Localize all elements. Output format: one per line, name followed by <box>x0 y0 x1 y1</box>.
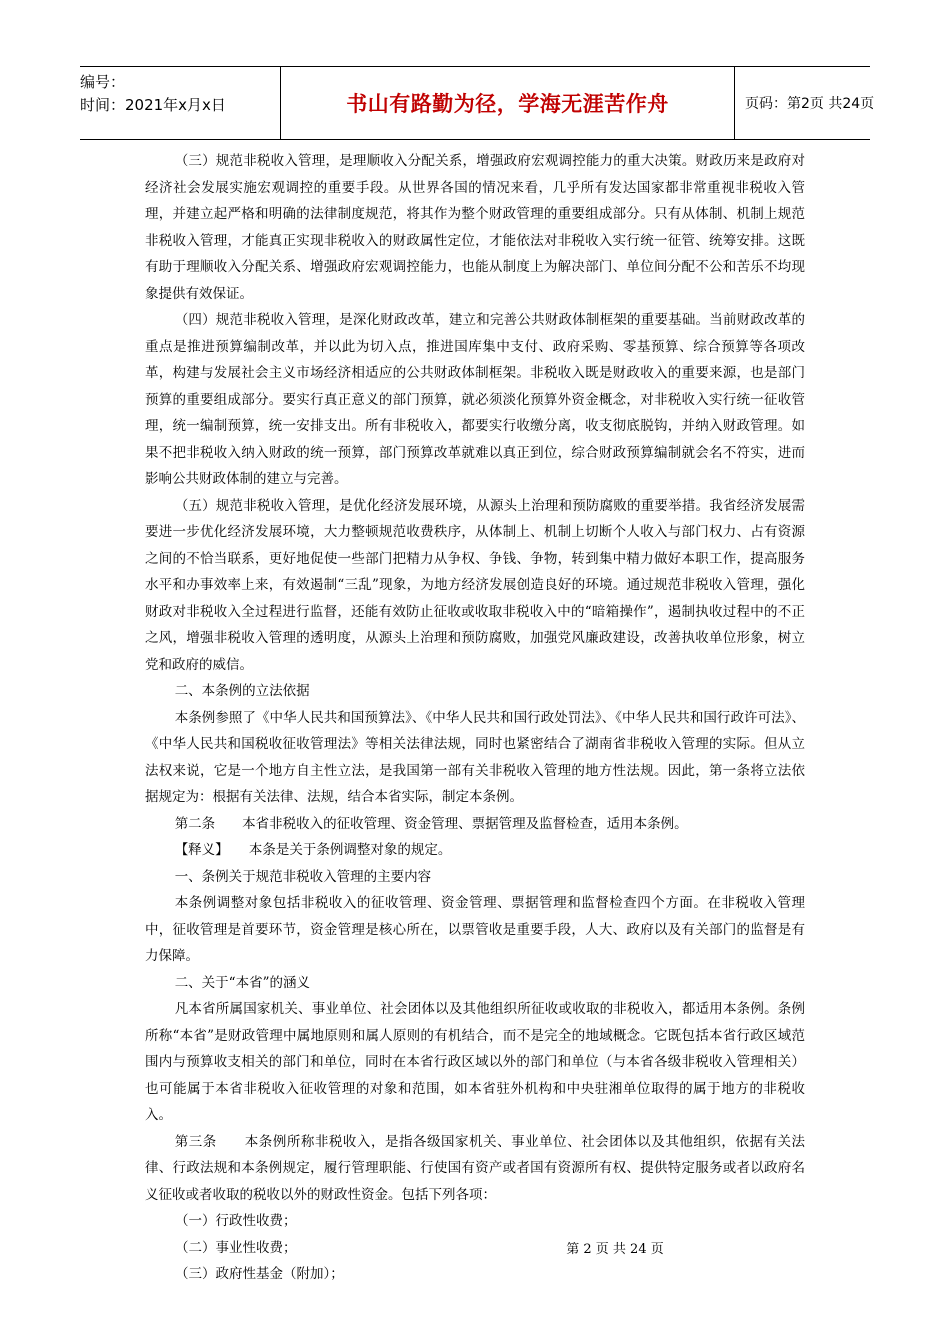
paragraph: （三）规范非税收入管理，是理顺收入分配关系，增强政府宏观调控能力的重大决策。财政历来是政府对经济社会发展实施宏观调控的重要手段。从世界各国的情况来看，几乎所有发达国家都非常重视非税收入管理，并建立起严格和明确的法律制度规范，将其作为整个财政管理的重要组成部分。只有从体制、机制上规范非税收入管理，才能真正实现非税收入的财政属性定位，才能依法对非税收入实行统一征管、统筹安排。这既有助于理顺收入分配关系、增强政府宏观调控能力，也能从制度上为解决部门、单位间分配不公和苦乐不均现象提供有效保证。 <box>145 153 805 302</box>
footer-page-number: 第 2 页 共 24 页 <box>566 1242 664 1257</box>
interpretation-text: 【释义】 本条是关于条例调整对象的规定。 <box>174 842 452 858</box>
article-text: 第二条 本省非税收入的征收管理、资金管理、票据管理及监督检查，适用本条例。 <box>174 815 688 832</box>
header-meta <box>80 67 280 139</box>
motto-text: 书山有路勤为径，学海无涯苦作舟 <box>346 92 669 116</box>
number-label: 编号： <box>80 73 126 91</box>
paragraph: （五）规范非税收入管理，是优化经济发展环境，从源头上治理和预防腐败的重要举措。我省经济发展需要进一步优化经济发展环境，大力整顿规范收费秩序，从体制上、机制上切断个人收入与部门权力、占有资源之间的不恰当联系，更好地促使一些部门把精力从争权、争钱、争物，转到集中精力做好本职工作，提高服务水平和办事效率上来，有效遏制“三乱”现象，为地方经济发展创造良好的环境。通过规范非税收入管理，强化财政对非税收入全过程进行监督，还能有效防止征收或收取非税收入中的“暗箱操作”，遏制执收过程中的不正之风，增强非税收入管理的透明度，从源头上治理和预防腐败，加强党风廉政建设，改善执收单位形象，树立党和政府的威信。 <box>145 497 805 673</box>
time-label: 时间：2021年x月x日 <box>80 96 226 114</box>
header-page-cell <box>735 67 875 139</box>
page-footer <box>0 1238 950 1257</box>
paragraph: 本条例调整对象包括非税收入的征收管理、资金管理、票据管理和监督检查四个方面。在非税收入管理中，征收管理是首要环节，资金管理是核心所在，以票管收是重要手段，人大、政府以及有关部门的监督是有力保障。 <box>145 895 805 964</box>
list-item: （三）政府性基金（附加）； <box>175 1266 344 1282</box>
section-heading: 二、本条例的立法依据 <box>174 683 310 699</box>
section-heading: 一、条例关于规范非税收入管理的主要内容 <box>174 868 432 885</box>
header-motto-cell <box>280 67 735 139</box>
page-header <box>80 66 875 140</box>
document-body <box>145 148 805 1288</box>
paragraph: 凡本省所属国家机关、事业单位、社会团体以及其他组织所征收或收取的非税收入，都适用本条例。条例所称“本省”是财政管理中属地原则和属人原则的有机结合，而不是完全的地域概念。它既包括本省行政区域范围内与预算收支相关的部门和单位，同时在本省行政区域以外的部门和单位（与本省各级非税收入管理相关）也可能属于本省非税收入征收管理的对象和范围，如本省驻外机构和中央驻湘单位取得的属于地方的非税收入。 <box>145 1001 805 1123</box>
page-code: 页码：第2页 共24页 <box>745 96 875 112</box>
list-item: （二）事业性收费； <box>175 1239 297 1256</box>
article-text: 第三条 本条例所称非税收入，是指各级国家机关、事业单位、社会团体以及其他组织，依据有关法律、行政法规和本条例规定，履行管理职能、行使国有资产或者国有资源所有权、提供特定服务或者以政府名义征收或者收取的税收以外的财政性资金。包括下列各项： <box>145 1133 805 1203</box>
paragraph: （四）规范非税收入管理，是深化财政改革，建立和完善公共财政体制框架的重要基础。当前财政改革的重点是推进预算编制改革，并以此为切入点，推进国库集中支付、政府采购、零基预算、综合预算等各项改革，构建与发展社会主义市场经济相适应的公共财政体制框架。非税收入既是财政收入的重要来源，也是部门预算的重要组成部分。要实行真正意义的部门预算，就必须淡化预算外资金概念，对非税收入实行统一征收管理，统一编制预算，统一安排支出。所有非税收入，都要实行收缴分离，收支彻底脱钩，并纳入财政管理。如果不把非税收入纳入财政的统一预算，部门预算改革就难以真正到位，综合财政预算编制就会名不符实，进而影响公共财政体制的建立与完善。 <box>145 312 805 487</box>
list-item: （一）行政性收费； <box>175 1213 297 1229</box>
section-heading: 二、关于“本省”的涵义 <box>174 974 310 991</box>
paragraph: 本条例参照了《中华人民共和国预算法》、《中华人民共和国行政处罚法》、《中华人民共和国行政许可法》、《中华人民共和国税收征收管理法》等相关法律法规，同时也紧密结合了湖南省非税收入管理的实际。但从立法权来说，它是一个地方自主性立法，是我国第一部有关非税收入管理的地方性法规。因此，第一条将立法依据规定为：根据有关法律、法规，结合本省实际，制定本条例。 <box>145 709 805 805</box>
